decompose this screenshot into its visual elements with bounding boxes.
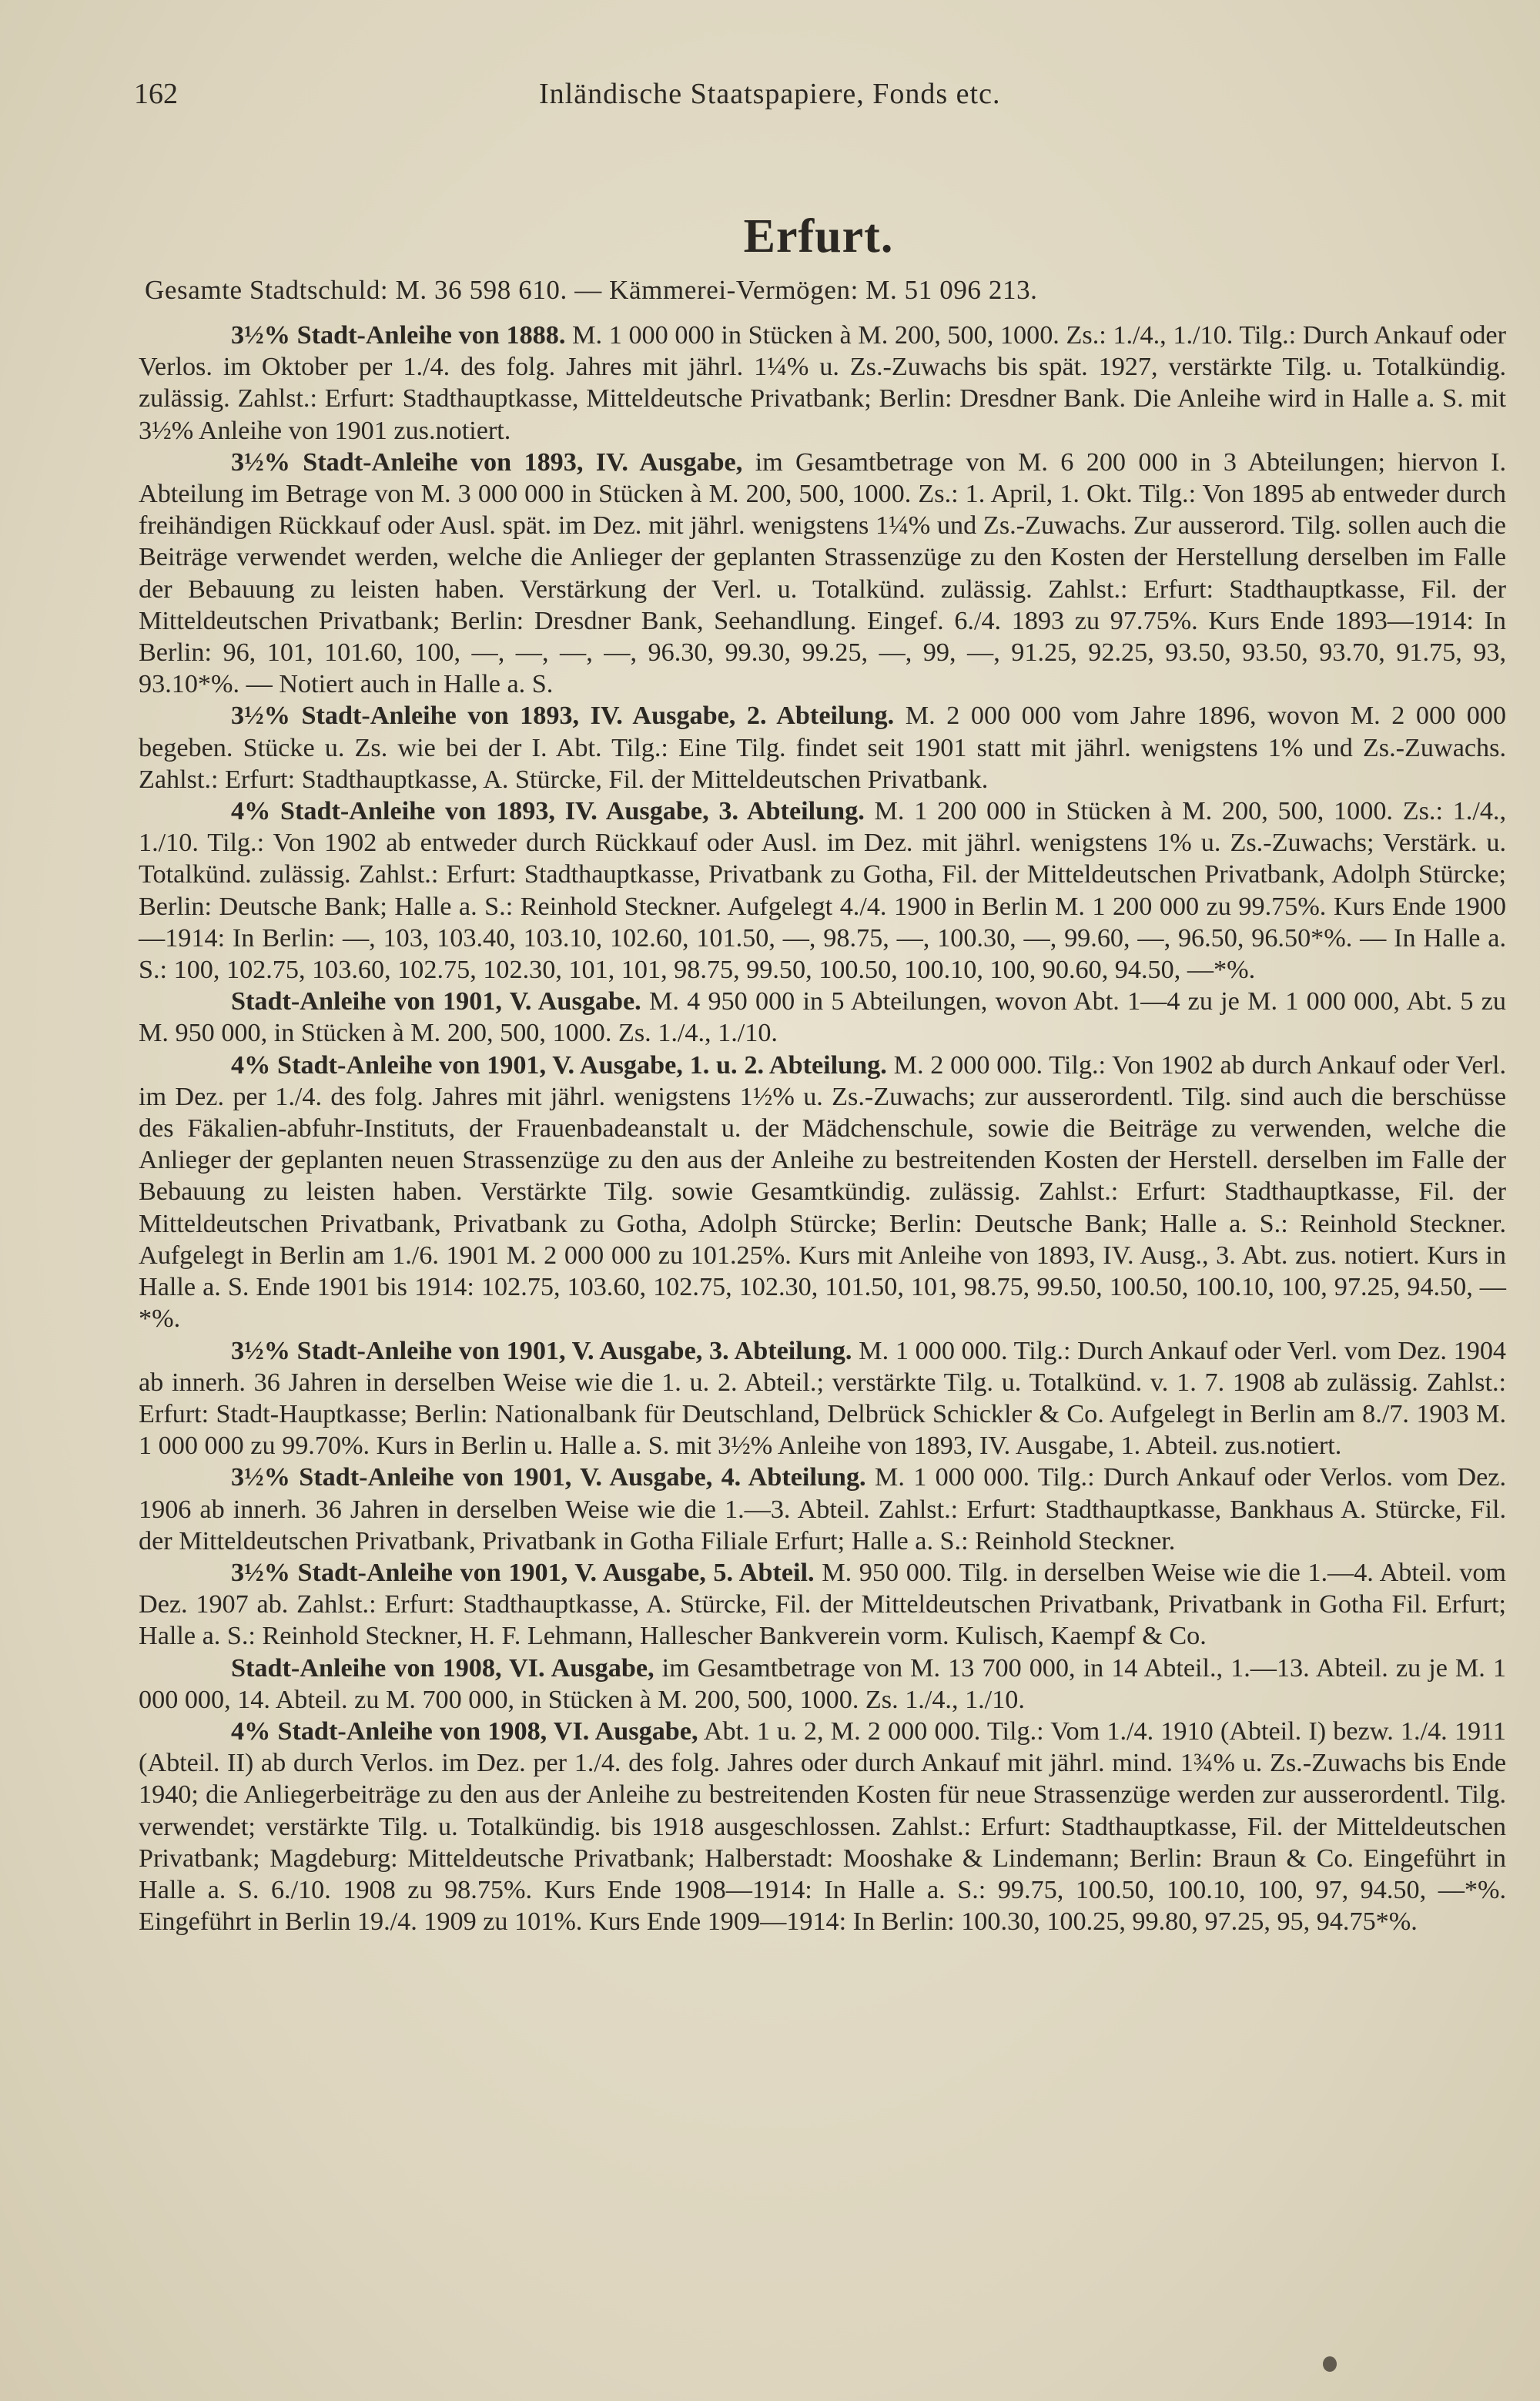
entry-heading: 3½% Stadt-Anleihe von 1901, V. Ausgabe, 3. Abteilung. (231, 1336, 852, 1365)
entry-heading: 3½% Stadt-Anleihe von 1901, V. Ausgabe, 5. Abteil. (231, 1558, 815, 1587)
bond-entry (139, 1716, 1506, 1937)
entry-heading: 3½% Stadt-Anleihe von 1888. (231, 321, 566, 350)
entry-heading: 4% Stadt-Anleihe von 1893, IV. Ausgabe, 3. Abteilung. (231, 797, 865, 826)
city-debt-summary: Gesamte Stadtschuld: M. 36 598 610. — Kämmerei-Vermögen: M. 51 096 213. (145, 275, 1038, 305)
bond-entry (139, 795, 1506, 986)
page-header (134, 60, 1506, 114)
bond-entry (139, 1557, 1506, 1653)
entry-body: M. 4 950 000 in 5 Abteilungen, wovon Abt. 1—4 zu je M. 1 000 000, Abt. 5 zu M. 950 000, in Stücken à M. 200, 500, 1000. Zs. 1./4., 1./10. (139, 987, 1506, 1048)
entry-body: Abt. 1 u. 2, M. 2 000 000. Tilg.: Vom 1./4. 1910 (Abteil. I) bezw. 1./4. 1911 (Abteil. II) ab durch Verlos. im Dez. per 1./4. des folg. Jahres oder durch Ankauf mit jährl. mind. 1¾% u. Zs.-Zuwachs bis Ende 1940; die Anliegerbeiträge zu den aus der Anleihe zu bestreitenden Kosten für neue Strassenzüge werden zur ausserordentl. Tilg. verwendet; verstärkte Tilg. u. Totalkündig. bis 1918 ausgeschlossen. Zahlst.: Erfurt: Stadthauptkasse, Fil. der Mitteldeutschen Privatbank; Magdeburg: Mitteldeutsche Privatbank; Halberstadt: Mooshake & Lindemann; Berlin: Braun & Co. Eingeführt in Halle a. S. 6./10. 1908 zu 98.75%. Kurs Ende 1908—1914: In Halle a. S.: 99.75, 100.50, 100.10, 100, 97, 94.50, —*%. Eingeführt in Berlin 19./4. 1909 zu 101%. Kurs Ende 1909—1914: In Berlin: 100.30, 100.25, 99.80, 97.25, 95, 94.75*%. (139, 1716, 1506, 1937)
entry-body: M. 1 000 000. Tilg.: Durch Ankauf oder Verl. vom Dez. 1904 ab innerh. 36 Jahren in derselben Weise wie die 1. u. 2. Abteil.; verstärkte Tilg. u. Totalkünd. v. 1. 7. 1908 ab zulässig. Zahlst.: Erfurt: Stadt-Hauptkasse; Berlin: Nationalbank für Deutschland, Delbrück Schickler & Co. Aufgelegt in Berlin am 8./7. 1903 M. 1 000 000 zu 99.70%. Kurs in Berlin u. Halle a. S. mit 3½% Anleihe von 1893, IV. Ausgabe, 1. Abteil. zus.notiert. (139, 1336, 1507, 1461)
entry-body: M. 2 000 000. Tilg.: Von 1902 ab durch Ankauf oder Verl. im Dez. per 1./4. des folg. Jahres mit jährl. wenigstens 1½% u. Zs.-Zuwachs; zur ausserordentl. Tilg. sind auch die berschüsse des Fäkalien-abfuhr-Instituts, der Frauenbadeanstalt u. der Mädchenschule, sowie die Beiträge zu verwenden, welche die Anlieger der geplanten neuen Strassenzüge zu den aus der Anleihe zu bestreitenden Kosten der Herstell. derselben im Falle der Bebauung zu leisten haben. Verstärkte Tilg. sowie Gesamtkündig. zulässig. Zahlst.: Erfurt: Stadthauptkasse, Fil. der Mitteldeutschen Privatbank, Privatbank zu Gotha, Adolph Stürcke; Berlin: Deutsche Bank; Halle a. S.: Reinhold Steckner. Aufgelegt in Berlin am 1./6. 1901 M. 2 000 000 zu 101.25%. Kurs mit Anleihe von 1893, IV. Ausg., 3. Abt. zus. notiert. Kurs in Halle a. S. Ende 1901 bis 1914: 102.75, 103.60, 102.75, 102.30, 101.50, 101, 98.75, 99.50, 100.50, 100.10, 100, 97.25, 94.50, —*%. (139, 1050, 1507, 1334)
bond-entry (139, 1653, 1506, 1716)
bond-entry (139, 447, 1506, 701)
page-number: 162 (134, 78, 178, 110)
entry-heading: 4% Stadt-Anleihe von 1901, V. Ausgabe, 1. u. 2. Abteilung. (231, 1050, 887, 1080)
bond-entry (139, 986, 1506, 1049)
entry-body: M. 1 200 000 in Stücken à M. 200, 500, 1000. Zs.: 1./4., 1./10. Tilg.: Von 1902 ab entweder durch Rückkauf oder Ausl. im Dez. mit jährl. wenigstens 1% u. Zs.-Zuwachs; Verstärk. u. Totalkünd. zulässig. Zahlst.: Erfurt: Stadthauptkasse, Privatbank zu Gotha, Fil. der Mitteldeutschen Privatbank, Adolph Stürcke; Berlin: Deutsche Bank; Halle a. S.: Reinhold Steckner. Aufgelegt 4./4. 1900 in Berlin M. 1 200 000 zu 99.75%. Kurs Ende 1900—1914: In Berlin: —, 103, 103.40, 103.10, 102.60, 101.50, —, 98.75, —, 100.30, —, 99.60, —, 96.50, 96.50*%. — In Halle a. S.: 100, 102.75, 103.60, 102.75, 102.30, 101, 101, 98.75, 99.50, 100.50, 100.10, 100, 90.60, 94.50, —*%. (139, 797, 1507, 985)
entry-body: M. 1 000 000 in Stücken à M. 200, 500, 1000. Zs.: 1./4., 1./10. Tilg.: Durch Ankauf oder Verlos. im Oktober per 1./4. des folg. Jahres mit jährl. 1¼% u. Zs.-Zuwachs bis spät. 1927, verstärkte Tilg. u. Totalkündig. zulässig. Zahlst.: Erfurt: Stadthauptkasse, Mitteldeutsche Privatbank; Berlin: Dresdner Bank. Die Anleihe wird in Halle a. S. mit 3½% Anleihe von 1901 zus.notiert. (139, 321, 1506, 445)
entry-heading: 4% Stadt-Anleihe von 1908, VI. Ausgabe, (231, 1716, 698, 1746)
entry-body: M. 950 000. Tilg. in derselben Weise wie die 1.—4. Abteil. vom Dez. 1907 ab. Zahlst.: Erfurt: Stadthauptkasse, A. Stürcke, Fil. der Mitteldeutschen Privatbank, Privatbank in Gotha Fil. Erfurt; Halle a. S.: Reinhold Steckner, H. F. Lehmann, Hallescher Bankverein vorm. Kulisch, Kaempf & Co. (139, 1558, 1506, 1651)
entry-heading: 3½% Stadt-Anleihe von 1893, IV. Ausgabe, (231, 447, 743, 477)
section-title: Erfurt. (743, 210, 894, 263)
entry-heading: 3½% Stadt-Anleihe von 1901, V. Ausgabe, 4. Abteilung. (231, 1463, 866, 1492)
bond-entry (139, 1462, 1506, 1557)
entry-body: im Gesamtbetrage von M. 13 700 000, in 14 Abteil., 1.—13. Abteil. zu je M. 1 000 000, 14. Abteil. zu M. 700 000, in Stücken à M. 200, 500, 1000. Zs. 1./4., 1./10. (139, 1653, 1506, 1714)
bond-entry (139, 1335, 1506, 1462)
bond-entry (139, 320, 1506, 447)
entry-heading: Stadt-Anleihe von 1908, VI. Ausgabe, (231, 1653, 654, 1683)
running-title: Inländische Staatspapiere, Fonds etc. (539, 78, 1001, 110)
entry-heading: Stadt-Anleihe von 1901, V. Ausgabe. (231, 987, 641, 1016)
entry-heading: 3½% Stadt-Anleihe von 1893, IV. Ausgabe, 2. Abteilung. (231, 702, 895, 731)
entry-body: im Gesamtbetrage von M. 6 200 000 in 3 Abteilungen; hiervon I. Abteilung im Betrage von M. 3 000 000 in Stücken à M. 200, 500, 1000. Zs.: 1. April, 1. Okt. Tilg.: Von 1895 ab entweder durch freihändigen Rückkauf oder Ausl. spät. im Dez. mit jährl. wenigstens 1¼% und Zs.-Zuwachs. Zur ausserord. Tilg. sollen auch die Beiträge verwendet werden, welche die Anlieger der geplanten Strassenzüge zu den Kosten der Herstellung derselben im Falle der Bebauung zu leisten haben. Verstärkung der Verl. u. Totalkünd. zulässig. Zahlst.: Erfurt: Stadthauptkasse, Fil. der Mitteldeutschen Privatbank; Berlin: Dresdner Bank, Seehandlung. Eingef. 6./4. 1893 zu 97.75%. Kurs Ende 1893—1914: In Berlin: 96, 101, 101.60, 100, —, —, —, —, 96.30, 99.30, 99.25, —, 99, —, 91.25, 92.25, 93.50, 93.50, 93.70, 91.75, 93, 93.10*%. — Notiert auch in Halle a. S. (139, 447, 1506, 699)
entry-body: M. 1 000 000. Tilg.: Durch Ankauf oder Verlos. vom Dez. 1906 ab innerh. 36 Jahren in derselben Weise wie die 1.—3. Abteil. Zahlst.: Erfurt: Stadthauptkasse, Bankhaus A. Stürcke, Fil. der Mitteldeutschen Privatbank, Privatbank in Gotha Filiale Erfurt; Halle a. S.: Reinhold Steckner. (139, 1463, 1506, 1555)
entry-body: M. 2 000 000 vom Jahre 1896, wovon M. 2 000 000 begeben. Stücke u. Zs. wie bei der I. Abt. Tilg.: Eine Tilg. findet seit 1901 statt mit jährl. wenigstens 1% und Zs.-Zuwachs. Zahlst.: Erfurt: Stadthauptkasse, A. Stürcke, Fil. der Mitteldeutschen Privatbank. (139, 702, 1507, 794)
bond-entry (139, 1050, 1506, 1335)
ink-spot (1323, 2356, 1337, 2372)
bond-entry (139, 700, 1506, 795)
bond-entries (139, 320, 1506, 1937)
